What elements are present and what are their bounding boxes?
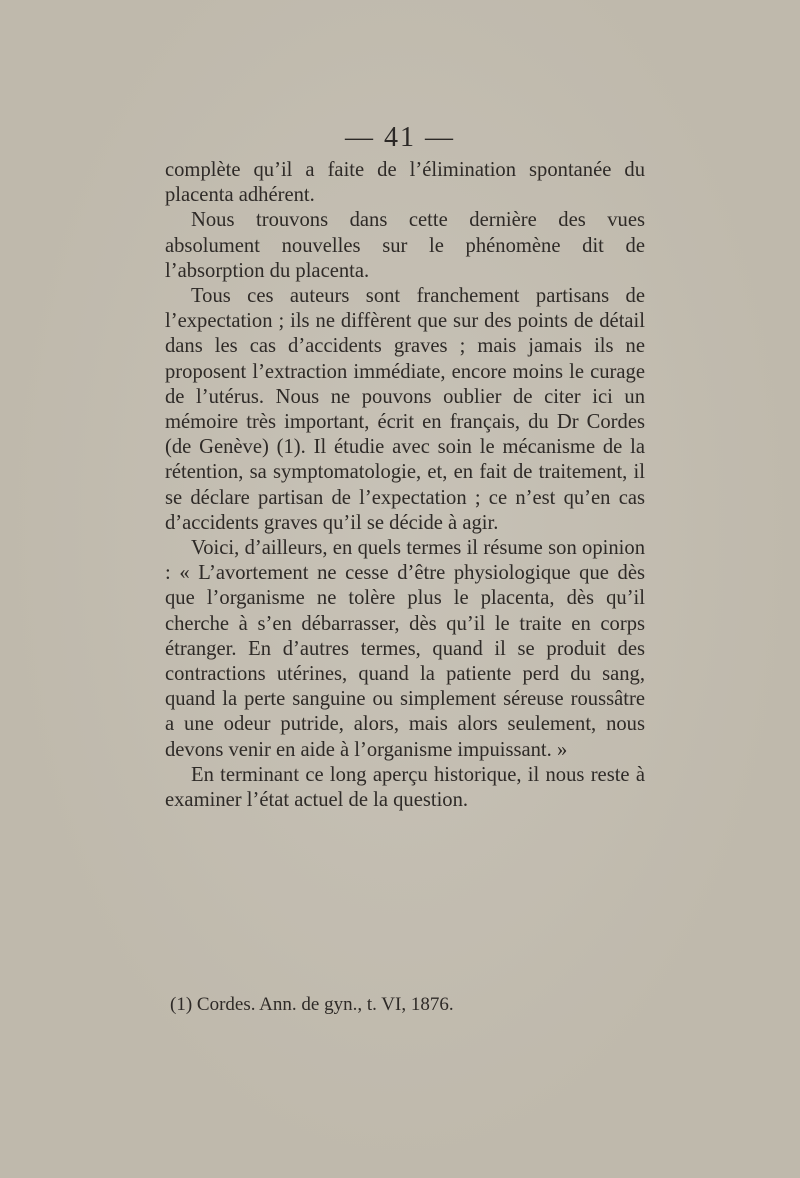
- page-number: — 41 —: [345, 122, 455, 153]
- paragraph: complète qu’il a faite de l’élimination spontanée du placenta adhérent.: [165, 159, 645, 207]
- paragraph: Tous ces auteurs sont franchement partisans de l’expectation ; ils ne diffèrent que sur des points de détail dans les cas d’accidents graves ; mais jamais ils ne proposent l’extraction immédiate, encore moins le curage de l’utérus. Nous ne pouvons oublier de citer ici un mémoire très important, écrit en français, du Dr Cordes (de Genève) (1). Il étudie avec soin le mécanisme de la rétention, sa symptomatologie, et, en fait de traitement, il se déclare partisan de l’expectation ; ce n’est qu’en cas d’accidents graves qu’il se décide à agir.: [165, 285, 645, 534]
- paragraph: En terminant ce long aperçu historique, il nous reste à examiner l’état actuel de la question.: [165, 763, 645, 812]
- paragraph: Voici, d’ailleurs, en quels termes il résume son opinion : « L’avortement ne cesse d’être physiologique que dès que l’organisme ne tolère plus le placenta, dès qu’il cherche à s’en débarrasser, dès qu’il le traite en corps étranger. En d’autres termes, quand il se produit des contractions utérines, quand la patiente perd du sang, quand la perte sanguine ou simplement séreuse roussâtre a une odeur putride, alors, mais alors seulement, nous devons venir en aide à l’organisme impuissant. »: [165, 537, 645, 761]
- paragraph: Nous trouvons dans cette dernière des vues absolument nouvelles sur le phénomène dit de l’absorption du placenta.: [165, 209, 645, 282]
- footnote: (1) Cordes. Ann. de gyn., t. VI, 1876.: [170, 994, 454, 1015]
- body-text: [165, 158, 645, 813]
